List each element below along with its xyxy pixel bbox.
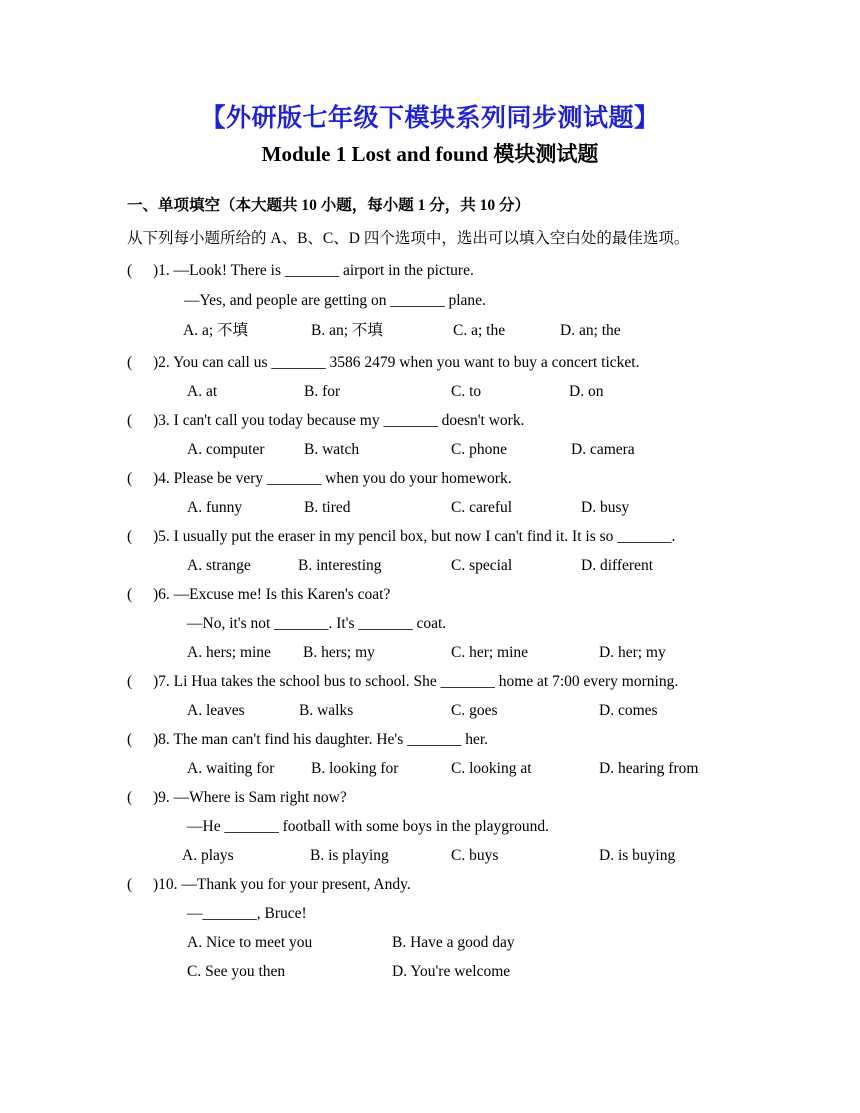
option-c: C. careful — [451, 499, 513, 516]
answer-blank: ( — [127, 412, 133, 429]
answer-blank: ( — [127, 673, 133, 690]
page-subtitle: Module 1 Lost and found 模块测试题 — [261, 142, 599, 166]
option-c: C. to — [451, 383, 482, 400]
question-text-line2: —He _______ football with some boys in the playground. — [187, 818, 550, 835]
answer-blank: ( — [127, 354, 133, 371]
option-d: D. is buying — [599, 847, 676, 864]
option-c: C. her; mine — [451, 644, 529, 661]
option-a: A. leaves — [187, 702, 245, 719]
option-d: D. comes — [599, 702, 658, 719]
option-d: D. on — [569, 383, 604, 400]
question-text-line2: —No, it's not _______. It's _______ coat. — [187, 615, 447, 632]
option-b: B. interesting — [298, 557, 382, 574]
option-d: D. busy — [581, 499, 630, 516]
option-d: D. You're welcome — [392, 963, 511, 980]
option-b: B. hers; my — [303, 644, 375, 661]
answer-blank: ( — [127, 731, 133, 748]
section-heading: 一、单项填空（本大题共 10 小题，每小题 1 分，共 10 分） — [127, 197, 531, 214]
answer-blank: ( — [127, 262, 133, 279]
option-d: D. an; the — [560, 322, 621, 339]
question-text: )1. —Look! There is _______ airport in the picture. — [153, 262, 474, 279]
option-a: A. plays — [182, 847, 234, 864]
option-b: B. watch — [304, 441, 360, 458]
option-c: C. goes — [451, 702, 498, 719]
option-b: B. an; 不填 — [311, 322, 383, 339]
option-b: B. Have a good day — [392, 934, 515, 951]
question-text: )8. The man can't find his daughter. He's _______ her. — [153, 731, 489, 748]
option-a: A. waiting for — [187, 760, 275, 777]
option-c: C. buys — [451, 847, 499, 864]
answer-blank: ( — [127, 876, 133, 893]
section-instruction: 从下列每小题所给的 A、B、C、D 四个选项中，选出可以填入空白处的最佳选项。 — [127, 230, 690, 247]
answer-blank: ( — [127, 470, 133, 487]
answer-blank: ( — [127, 586, 133, 603]
option-a: A. at — [187, 383, 218, 400]
option-d: D. her; my — [599, 644, 666, 661]
option-d: D. hearing from — [599, 760, 699, 777]
option-b: B. tired — [304, 499, 351, 516]
answer-blank: ( — [127, 528, 133, 545]
option-c: C. phone — [451, 441, 507, 458]
option-a: A. hers; mine — [187, 644, 271, 661]
question-text-line2: —Yes, and people are getting on _______ plane. — [184, 292, 486, 309]
option-d: D. different — [581, 557, 654, 574]
answer-blank: ( — [127, 789, 133, 806]
question-text: )7. Li Hua takes the school bus to school. She _______ home at 7:00 every morning. — [153, 673, 679, 690]
option-a: A. funny — [187, 499, 243, 516]
option-c: C. special — [451, 557, 513, 574]
question-text: )2. You can call us _______ 3586 2479 when you want to buy a concert ticket. — [153, 354, 640, 371]
option-a: A. a; 不填 — [183, 322, 249, 339]
question-text-line2: —_______, Bruce! — [187, 905, 307, 922]
page-title: 【外研版七年级下模块系列同步测试题】 — [200, 105, 660, 132]
option-c: C. a; the — [453, 322, 506, 339]
option-a: A. Nice to meet you — [187, 934, 313, 951]
option-c: C. See you then — [187, 963, 286, 980]
option-b: B. for — [304, 383, 341, 400]
question-text: )10. —Thank you for your present, Andy. — [153, 876, 411, 893]
option-a: A. strange — [187, 557, 251, 574]
question-text: )4. Please be very _______ when you do your homework. — [153, 470, 512, 487]
question-text: )5. I usually put the eraser in my pencil box, but now I can't find it. It is so _______. — [153, 528, 676, 545]
option-b: B. is playing — [310, 847, 389, 864]
option-b: B. looking for — [311, 760, 399, 777]
question-text: )3. I can't call you today because my _______ doesn't work. — [153, 412, 525, 429]
option-c: C. looking at — [451, 760, 532, 777]
option-b: B. walks — [299, 702, 354, 719]
question-text: )6. —Excuse me! Is this Karen's coat? — [153, 586, 391, 603]
option-d: D. camera — [571, 441, 635, 458]
option-a: A. computer — [187, 441, 265, 458]
question-text: )9. —Where is Sam right now? — [153, 789, 347, 806]
